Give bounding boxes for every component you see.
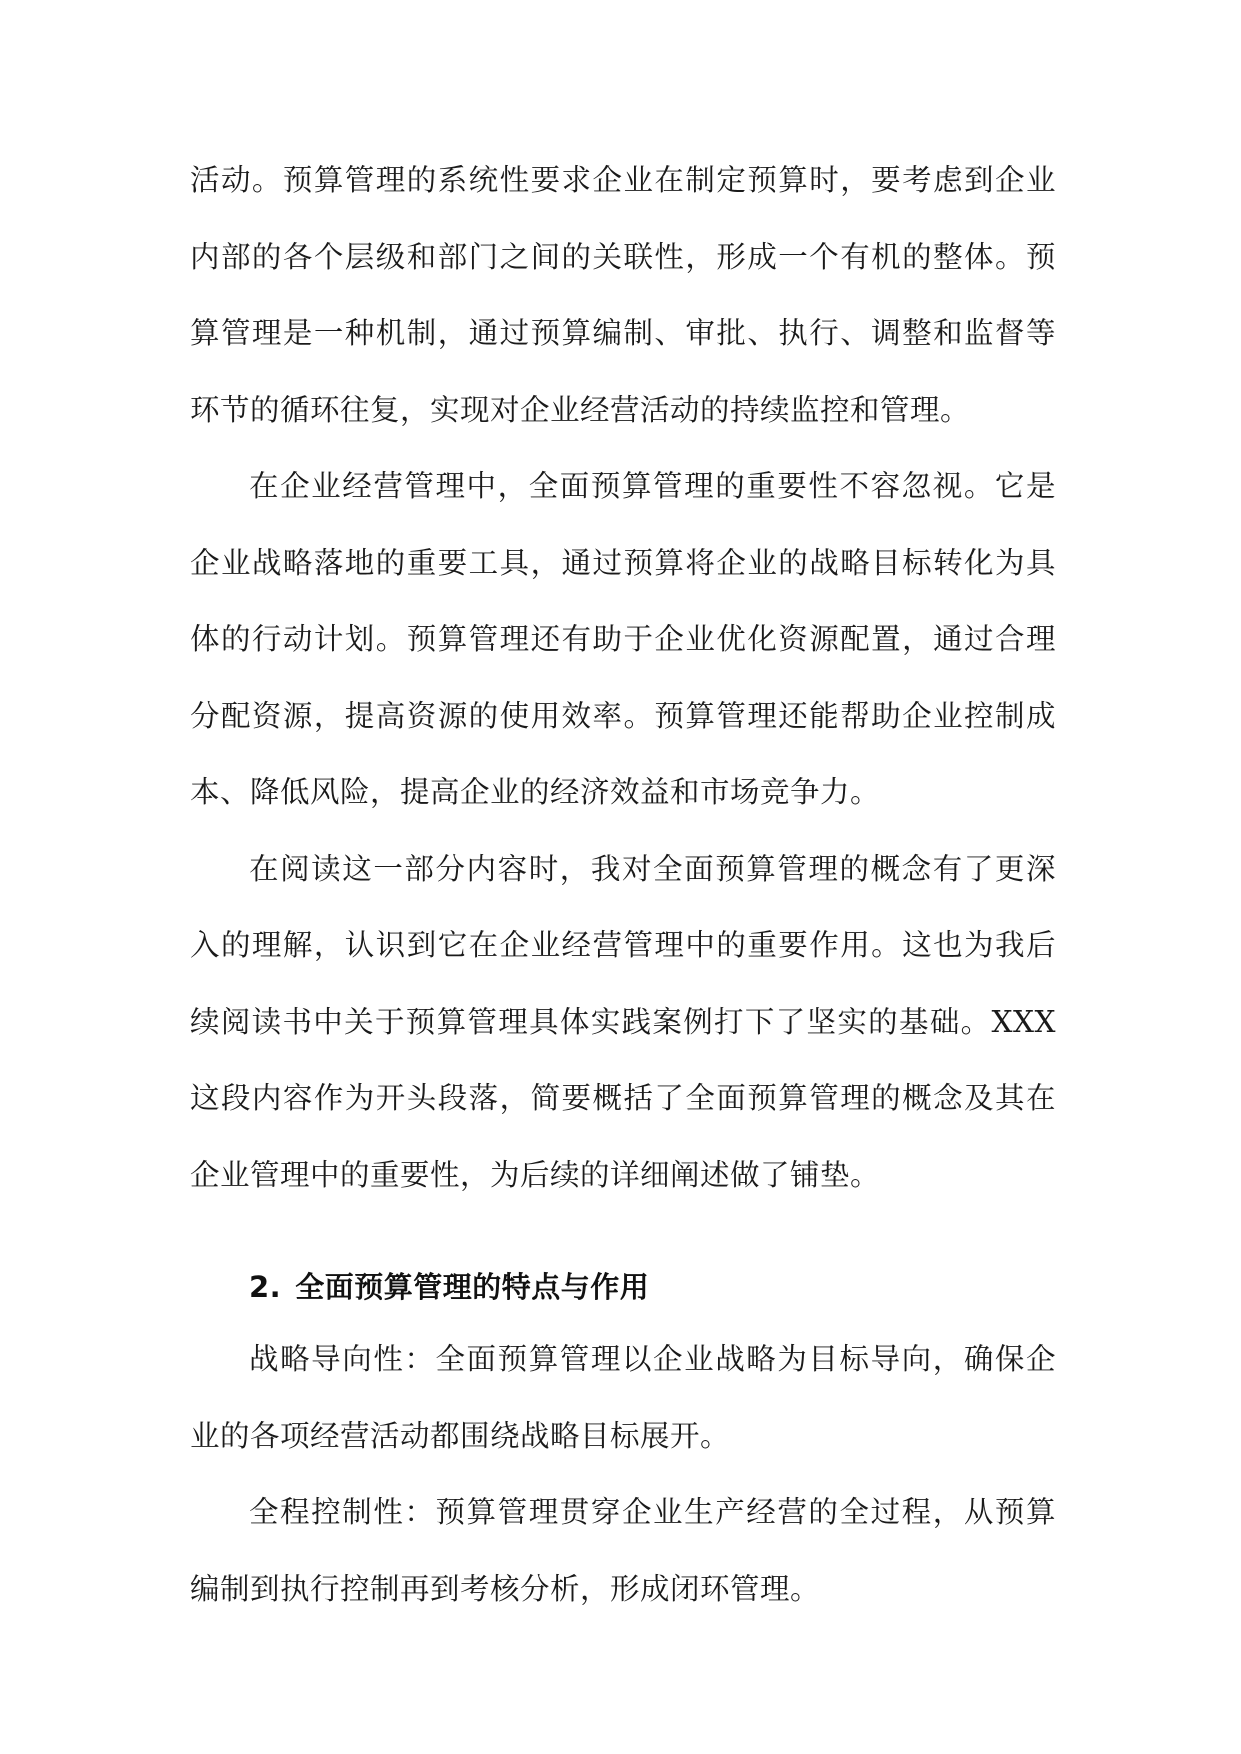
body-paragraph-3: 在阅读这一部分内容时，我对全面预算管理的概念有了更深入的理解，认识到它在企业经营管理中的重要作用。这也为我后续阅读书中关于预算管理具体实践案例打下了坚实的基础。XXX这段内容作为开头段落，简要概括了全面预算管理的概念及其在企业管理中的重要性，为后续的详细阐述做了铺垫。 xyxy=(190,851,1056,1192)
section-heading xyxy=(190,1253,1056,1321)
section-title: 全面预算管理的特点与作用 xyxy=(295,1270,650,1304)
body-paragraph-1: 活动。预算管理的系统性要求企业在制定预算时，要考虑到企业内部的各个层级和部门之间的关联性，形成一个有机的整体。预算管理是一种机制，通过预算编制、审批、执行、调整和监督等环节的循环往复，实现对企业经营活动的持续监控和管理。 xyxy=(190,163,1056,427)
section-number: 2. xyxy=(249,1270,282,1304)
document-body xyxy=(190,142,1056,1627)
section-paragraph-1: 战略导向性：全面预算管理以企业战略为目标导向，确保企业的各项经营活动都围绕战略目标展开。 xyxy=(190,1342,1056,1453)
body-paragraph-2: 在企业经营管理中，全面预算管理的重要性不容忽视。它是企业战略落地的重要工具，通过预算将企业的战略目标转化为具体的行动计划。预算管理还有助于企业优化资源配置，通过合理分配资源，提高资源的使用效率。预算管理还能帮助企业控制成本、降低风险，提高企业的经济效益和市场竞争力。 xyxy=(190,469,1056,809)
section-paragraph-2: 全程控制性：预算管理贯穿企业生产经营的全过程，从预算编制到执行控制再到考核分析，形成闭环管理。 xyxy=(190,1495,1056,1606)
